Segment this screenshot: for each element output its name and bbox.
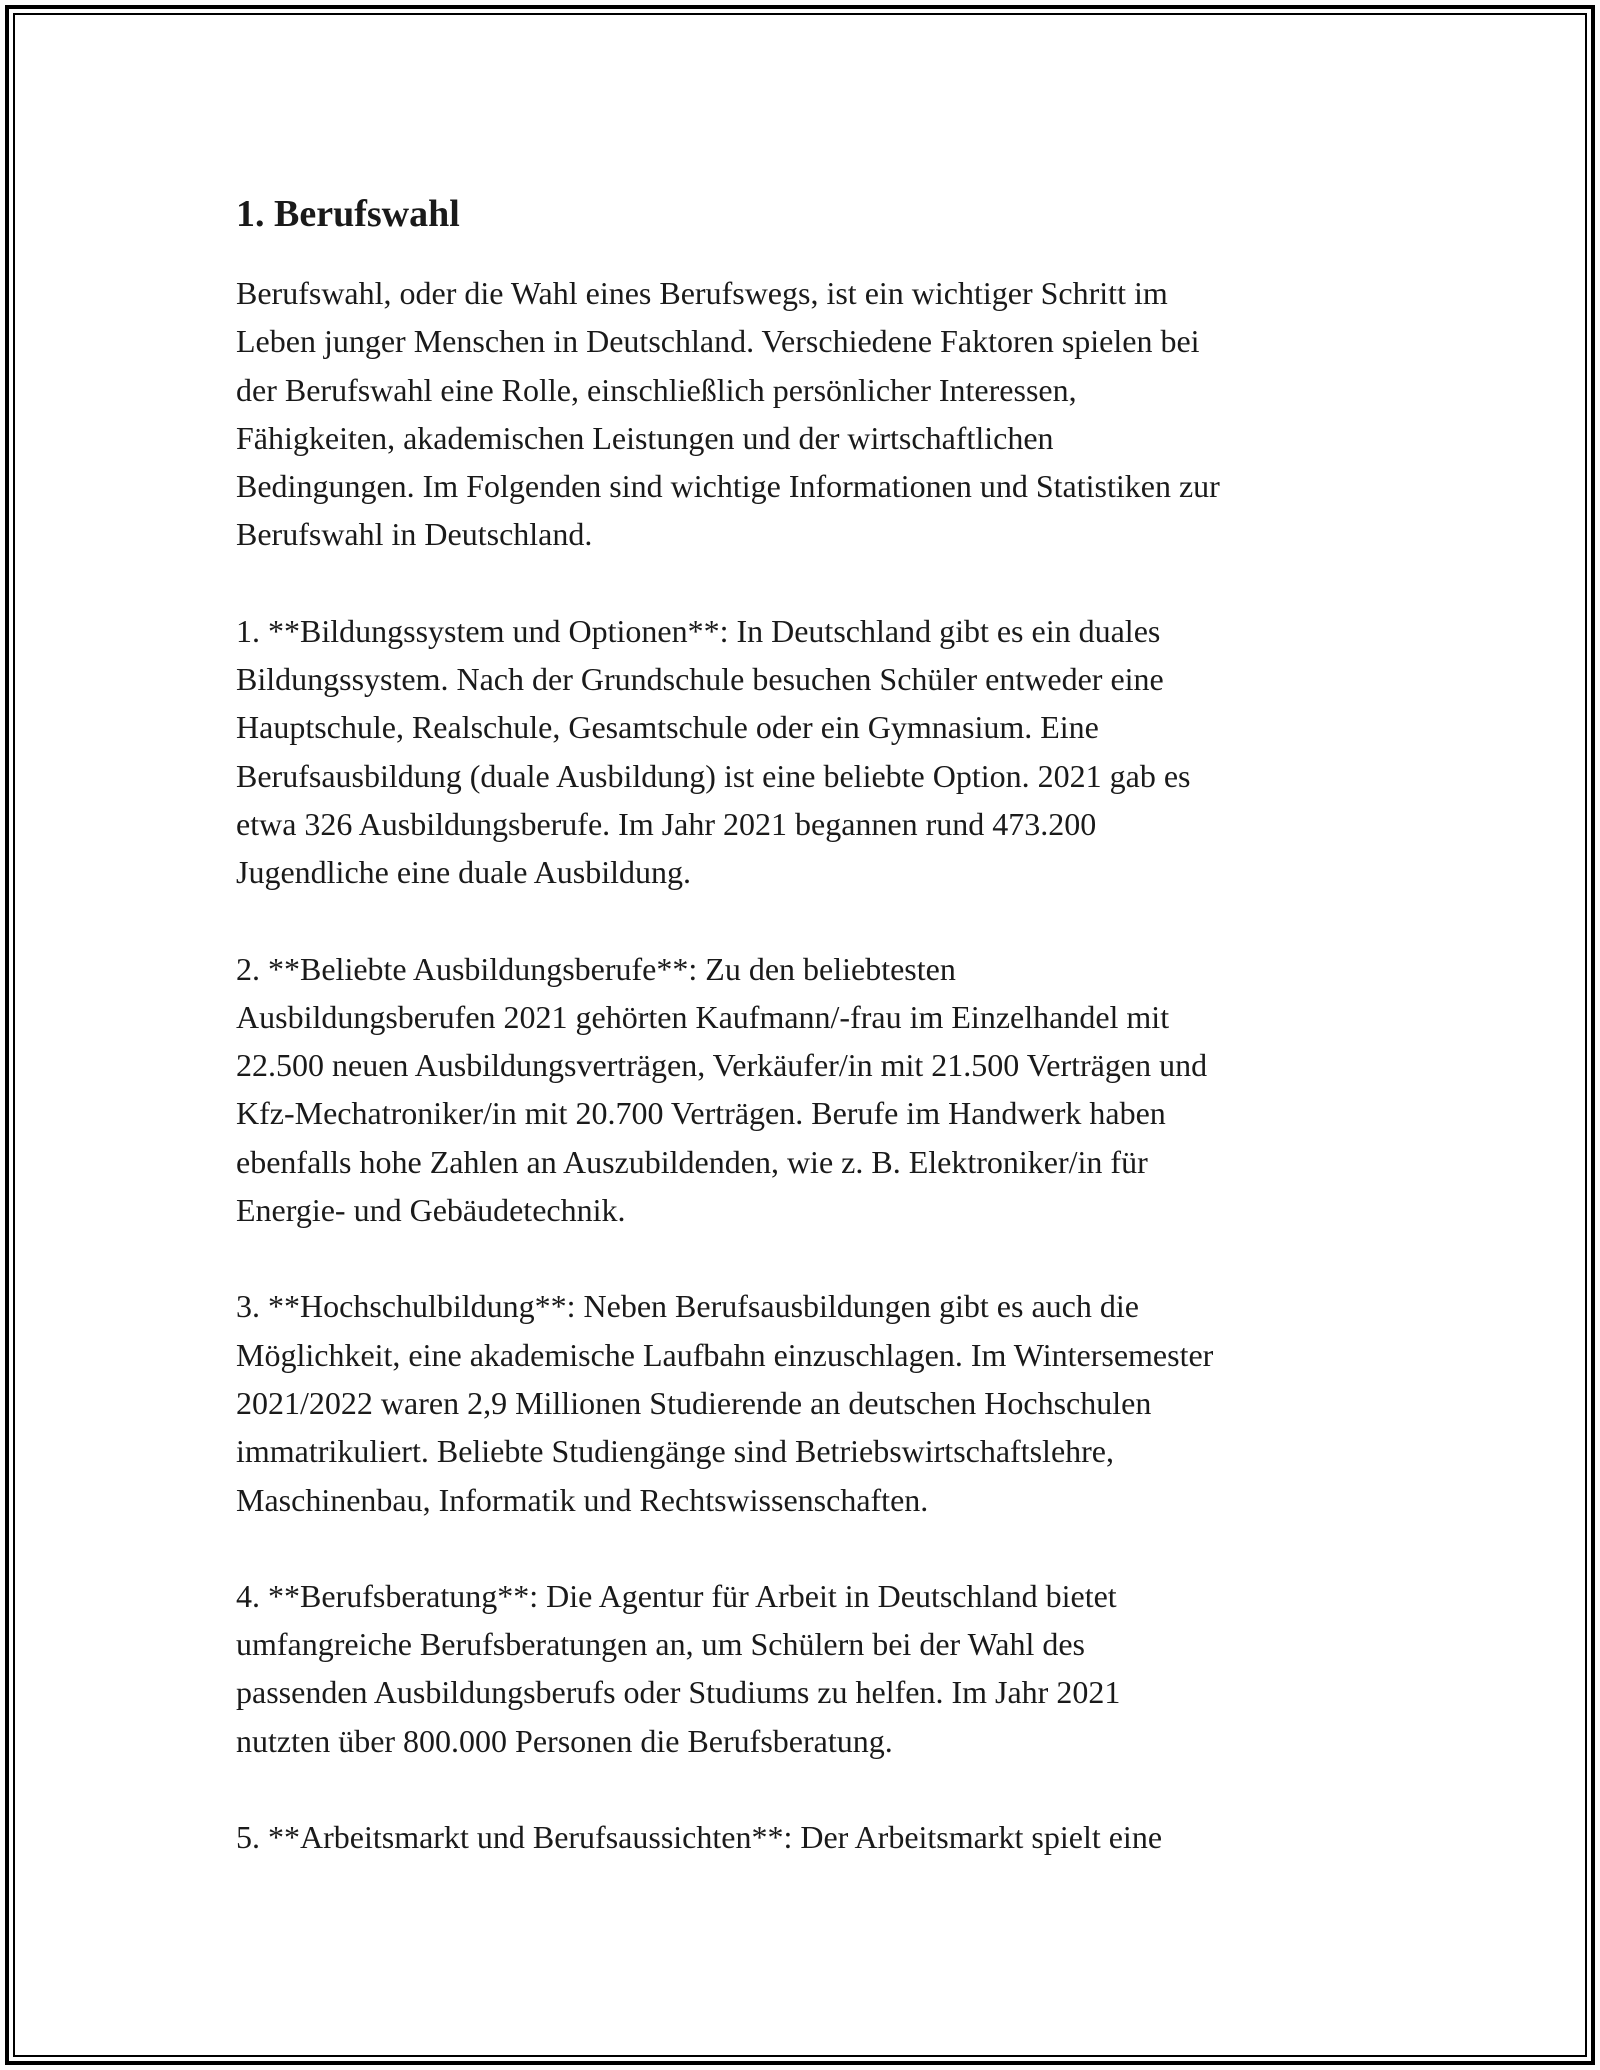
paragraph-berufsberatung: 4. **Berufsberatung**: Die Agentur für Arbeit in Deutschland bietet umfangreiche Berufsberatungen an, um Schülern bei der Wahl des passenden Ausbildungsberufs oder Studiums zu helfen. Im Jahr 2021 nutzten über 800.000 Personen die Berufsberatung.: [236, 1577, 1121, 1759]
section-title: 1. Berufswahl: [236, 193, 460, 235]
paragraph-arbeitsmarkt: 5. **Arbeitsmarkt und Berufsaussichten**: Der Arbeitsmarkt spielt eine: [236, 1819, 1163, 1856]
paragraph-hochschulbildung: 3. **Hochschulbildung**: Neben Berufsausbildungen gibt es auch die Möglichkeit, eine akademische Laufbahn einzuschlagen. Im Wintersemester 2021/2022 waren 2,9 Millionen Studierende an deutschen Hochschulen immatrikuliert. Beliebte Studiengänge sind Betriebswirtschaftslehre, Maschinenbau, Informatik und Rechtswissenschaften.: [236, 1288, 1214, 1518]
paragraph-bildungssystem: 1. **Bildungssystem und Optionen**: In Deutschland gibt es ein duales Bildungssystem. Nach der Grundschule besuchen Schüler entweder eine Hauptschule, Realschule, Gesamtschule oder ein Gymnasium. Eine Berufsausbildung (duale Ausbildung) ist eine beliebte Option. 2021 gab es etwa 326 Ausbildungsberufe. Im Jahr 2021 begannen rund 473.200 Jugendliche eine duale Ausbildung.: [236, 612, 1191, 891]
paragraph-ausbildungsberufe: 2. **Beliebte Ausbildungsberufe**: Zu den beliebtesten Ausbildungsberufen 2021 gehörten Kaufmann/-frau im Einzelhandel mit 22.500 neuen Ausbildungsverträgen, Verkäufer/in mit 21.500 Verträgen und Kfz-Mechatroniker/in mit 20.700 Verträgen. Berufe im Handwerk haben ebenfalls hohe Zahlen an Auszubildenden, wie z. B. Elektroniker/in für Energie- und Gebäudetechnik.: [236, 950, 1208, 1229]
intro-paragraph: Berufswahl, oder die Wahl eines Berufswegs, ist ein wichtiger Schritt im Leben junger Menschen in Deutschland. Verschiedene Faktoren spielen bei der Berufswahl eine Rolle, einschließlich persönlicher Interessen, Fähigkeiten, akademischen Leistungen und der wirtschaftlichen Bedingungen. Im Folgenden sind wichtige Informationen und Statistiken zur Berufswahl in Deutschland.: [236, 275, 1220, 553]
document-body: [236, 188, 1376, 1861]
